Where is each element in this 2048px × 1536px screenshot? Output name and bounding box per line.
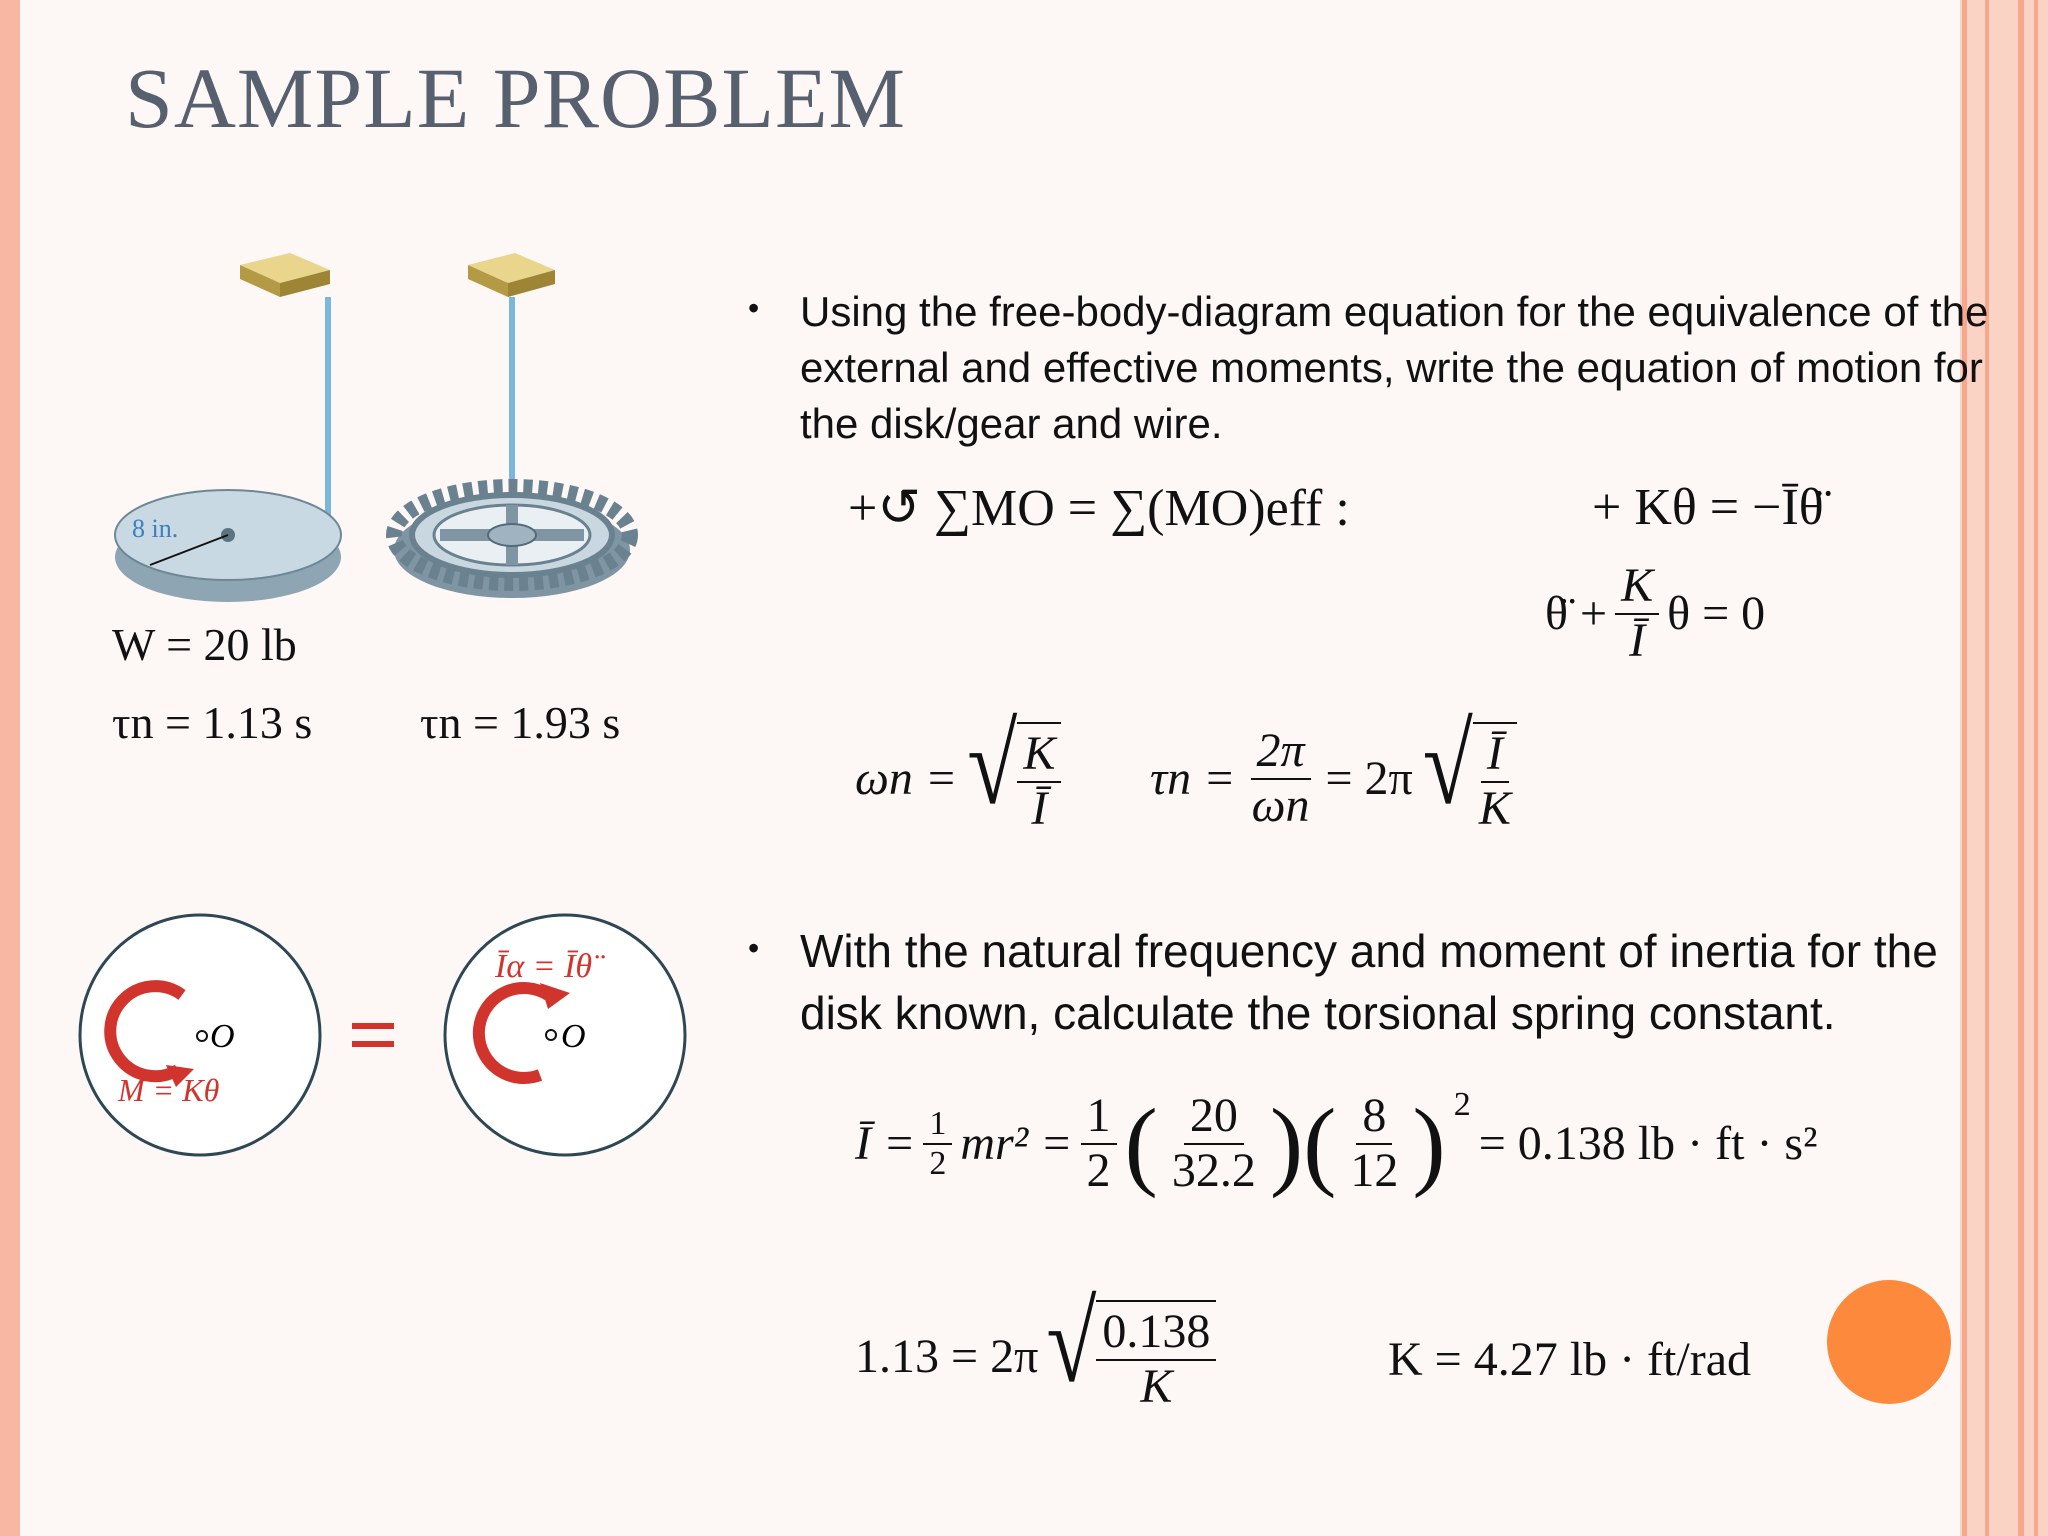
inertia-r-num: 8 bbox=[1356, 1090, 1392, 1145]
inertia-half-den: 2 bbox=[929, 1144, 947, 1182]
tau-sqrt-num: Ī bbox=[1481, 728, 1509, 783]
fbd-left-moment-label: M = Kθ bbox=[118, 1072, 220, 1108]
tau-disk-label: τn = 1.13 s bbox=[112, 697, 313, 748]
eom-equation-1: + Kθ = −Īθ̈ bbox=[1592, 479, 1824, 536]
fbd-right-inertia-label: Īα = Īθ̈ bbox=[495, 948, 593, 985]
omega-num: K bbox=[1017, 728, 1061, 783]
equals-sign bbox=[352, 1023, 394, 1029]
k-left: 1.13 = 2π bbox=[855, 1330, 1039, 1384]
right-accent-line bbox=[2018, 0, 2024, 1536]
gear-support-block bbox=[468, 253, 555, 297]
omega-den: Ī bbox=[1031, 781, 1048, 835]
k-equation: 1.13 = 2π √ $\frac{0.138}{K}$ bbox=[855, 1300, 1216, 1414]
inertia-equation: Ī = $\frac{1}{2}$ mr² = $\frac{1}{2}$ ( $\frac{20}{32.2}$ )( $\frac{8}{12}$ ) $^2$ = 0.138 lb · ft · s² bbox=[855, 1086, 1818, 1199]
bullet-2-text: With the natural frequency and moment of inertia for the disk known, calculate the torsional spring constant. bbox=[800, 925, 1938, 1039]
weight-label: W = 20 lb bbox=[112, 619, 297, 670]
bullet-1-text: Using the free-body-diagram equation for the equivalence of the external and effective moments, write the equation of motion for the disk/gear and wire. bbox=[800, 288, 1989, 447]
inertia-result: = 0.138 lb · ft · s² bbox=[1478, 1117, 1818, 1170]
inertia-mr: mr² = bbox=[960, 1117, 1073, 1170]
k-result: K = 4.27 lb · ft/rad bbox=[1388, 1333, 1751, 1386]
eom2-frac-num: K bbox=[1615, 560, 1659, 615]
tau-den: ωn bbox=[1251, 778, 1310, 832]
tau-mid: = 2π bbox=[1325, 752, 1413, 806]
k-sqrt-den: K bbox=[1140, 1359, 1173, 1413]
eom-equation-2 bbox=[1545, 560, 1765, 668]
omega-equation: ωn = √ $\frac{K}{Ī}$ bbox=[855, 722, 1061, 836]
tau-sqrt-den: K bbox=[1478, 781, 1511, 835]
tau-left: τn = bbox=[1150, 752, 1236, 806]
inertia-left: Ī = bbox=[855, 1117, 916, 1170]
inertia-m-num: 20 bbox=[1184, 1090, 1244, 1145]
inertia-half-num: 1 bbox=[923, 1105, 952, 1144]
bullet-marker: • bbox=[748, 290, 760, 326]
eom2-left: θ̈ + bbox=[1545, 587, 1608, 641]
inertia-r-den: 12 bbox=[1350, 1143, 1399, 1197]
inertia-c-den: 2 bbox=[1086, 1143, 1111, 1197]
omega-left: ωn = bbox=[855, 752, 958, 806]
inertia-c-num: 1 bbox=[1081, 1090, 1117, 1145]
left-accent-stripe bbox=[0, 0, 20, 1536]
inertia-m-den: 32.2 bbox=[1171, 1143, 1256, 1197]
orange-circle-decoration bbox=[1827, 1280, 1951, 1404]
fbd-left-point: O bbox=[210, 1018, 235, 1055]
disk-radius-label: 8 in. bbox=[132, 514, 179, 543]
disk-support-block bbox=[240, 253, 330, 297]
tau-num: 2π bbox=[1251, 725, 1311, 780]
torsion-pendulum-figure bbox=[100, 235, 660, 615]
tau-gear-label: τn = 1.93 s bbox=[420, 697, 621, 748]
gear-icon bbox=[394, 487, 630, 598]
eom2-right: θ = 0 bbox=[1667, 587, 1766, 641]
right-accent-line bbox=[2034, 0, 2038, 1536]
slide-title: SAMPLE PROBLEM bbox=[125, 50, 906, 146]
right-accent-line bbox=[1962, 0, 1967, 1536]
eom2-frac-den: Ī bbox=[1629, 613, 1646, 667]
tau-equation: τn = $\frac{2\pi}{\omega n}$ = 2π √ $\frac{Ī}{K}$ bbox=[1150, 722, 1517, 836]
fbd-right-point: O bbox=[561, 1018, 586, 1055]
bullet-marker: • bbox=[748, 930, 760, 966]
moment-sum-equation: +↺ ∑MO = ∑(MO)eff : bbox=[848, 480, 1350, 537]
free-body-diagram bbox=[70, 905, 690, 1185]
k-sqrt-num: 0.138 bbox=[1096, 1306, 1216, 1361]
right-accent-line bbox=[1985, 0, 1989, 1536]
